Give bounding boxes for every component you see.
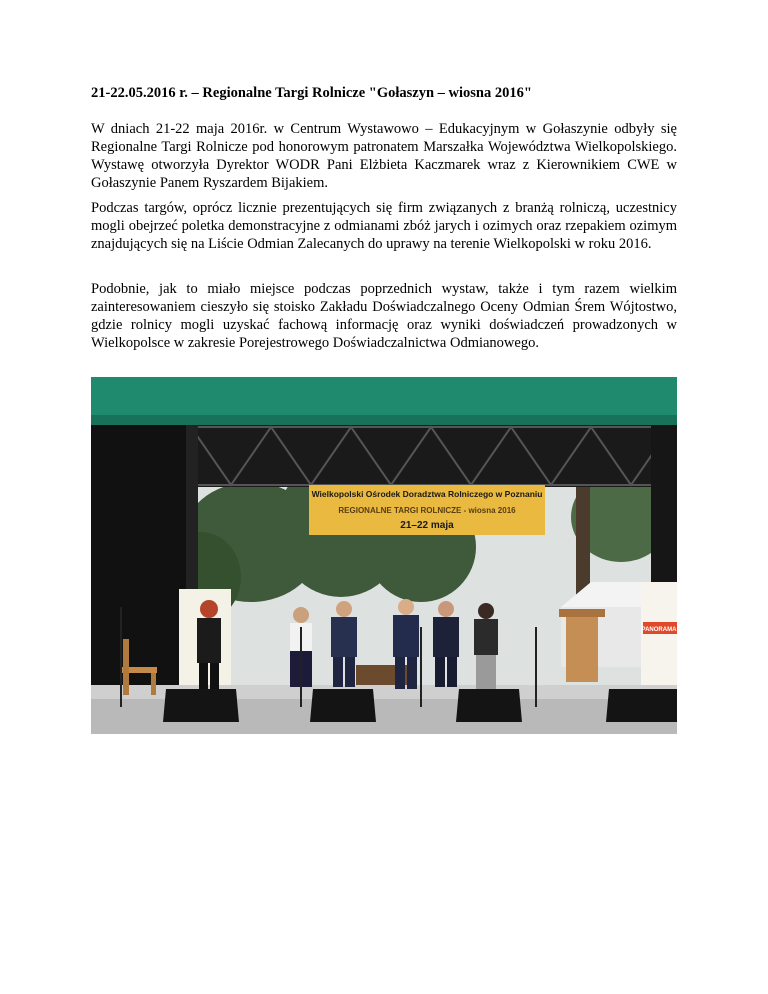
document-heading: 21-22.05.2016 r. – Regionalne Targi Rolnicze "Gołaszyn – wiosna 2016": [91, 85, 532, 101]
banner-line-2: REGIONALNE TARGI ROLNICZE - wiosna 2016: [338, 506, 516, 515]
banner-line-1: Wielkopolski Ośrodek Doradztwa Rolniczego w Poznaniu: [311, 489, 543, 499]
side-banner-label: PANORAMA: [641, 627, 677, 633]
paragraph-demonstration-plots: Podczas targów, oprócz licznie prezentujących się firm związanych z branżą rolniczą, uczestnicy mogli obejrzeć poletka demonstracyjne z odmianami zbóż jarych i ozimych oraz rzepakiem ozimym znajdujących się na Liście Odmian Zalecanych do uprawy na terenie Wielkopolski w roku 2016.: [91, 200, 677, 252]
paragraph-opening: W dniach 21-22 maja 2016r. w Centrum Wystawowo – Edukacyjnym w Gołaszynie odbyły się Regionalne Targi Rolnicze pod honorowym patronatem Marszałka Województwa Wielkopolskiego. Wystawę otworzyła Dyrektor WODR Pani Elżbieta Kaczmarek wraz z Kierownikiem CWE w Gołaszynie Panem Ryszardem Bijakiem.: [91, 121, 677, 191]
event-stage-photo: [91, 377, 677, 734]
banner-line-3: 21–22 maja: [400, 520, 454, 531]
paragraph-srem-stand: Podobnie, jak to miało miejsce podczas poprzednich wystaw, także i tym razem wielkim zainteresowaniem cieszyło się stoisko Zakładu Doświadczalnego Oceny Odmian Śrem Wójtostwo, gdzie rolnicy mogli uzyskać fachową informację oraz wyniki doświadczeń prowadzonych w Wielkopolsce w zakresie Porejestrowego Doświadczalnictwa Odmianowego.: [91, 281, 677, 351]
